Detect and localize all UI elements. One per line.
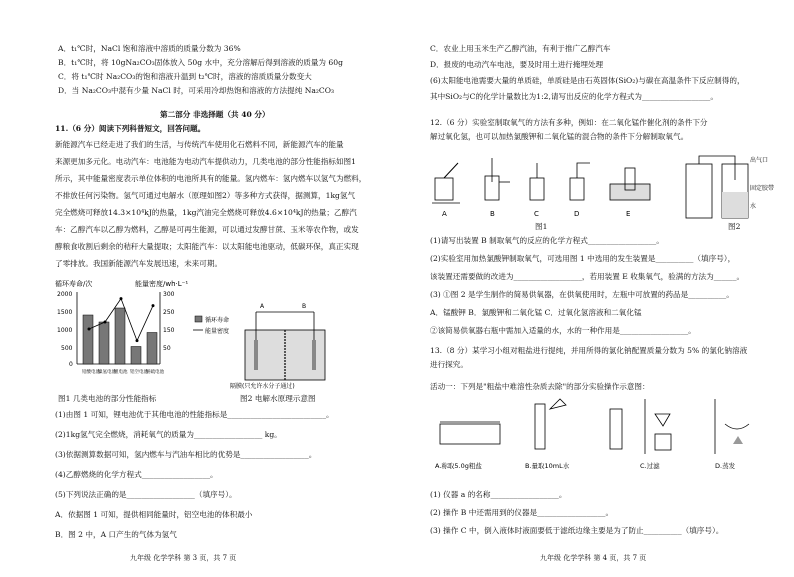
svg-text:150: 150 [163,327,175,334]
label-tape: 固定胶带 [750,185,775,192]
passage-line: 新能源汽车已经走进了我们的生活，与传统汽车使用化石燃料不同，新能源汽车的能量 [55,140,344,149]
q12-part-line: 该装置还需要做的改进为__________________，若用装置 E 收集氧气，验满的方法为______。 [430,272,745,281]
q13-line: 进行探究。 [430,360,468,369]
svg-text:1500: 1500 [57,309,73,316]
fig2-caption: 图2 电解水原理示意图 [240,394,316,403]
q12-part-line: ②该简易供氧器右瓶中需加入适量的水，水的一种作用是__________________。 [430,326,696,335]
svg-text:1000: 1000 [57,327,73,334]
q12-part-line: (3) ①图 2 是学生制作的简易供氧器，在供氧使用时，左瓶中可放置的药品是__________。 [430,290,734,299]
svg-text:A: A [260,303,265,310]
oxygen-supply-figure [678,150,788,225]
svg-text:2000: 2000 [57,291,73,298]
category-label: 铅酸电池 [82,370,100,375]
apparatus-figure [430,148,660,220]
apparatus-label: C [534,210,539,218]
energy-point [152,304,155,307]
option-line: A．t₁℃时，NaCl 饱和溶液中溶质的质量分数为 36% [58,44,241,53]
right-page [410,0,794,577]
option-line: B．t₁℃时，将 10gNa₂CO₃固体放入 50g 水中，充分溶解后得到溶液的质量为 60g [58,58,343,67]
legend-energy-density: 能量密度 [205,328,230,335]
footer-left: 九年级 化学学科 第 3 页，共 7 页 [130,554,237,562]
category-label: 锂电池 [114,370,128,375]
right-top-line: 其中SiO₂与C的化学计量数比为1:2,请写出反应的化学方程式为__________________。 [430,92,718,101]
footer-right: 九年级 化学学科 第 4 页，共 7 页 [540,554,647,562]
q12-line: 解过氧化氢，也可以加热氯酸钾和二氧化锰的混合物的条件下分解制取氧气。 [430,132,689,141]
apparatus-label: B [490,210,495,218]
right-top-line: C．农业上用玉米生产乙醇汽油，有利于推广乙醇汽车 [430,44,611,53]
apparatus-label: A [442,210,447,218]
label-water: 水 [750,203,757,210]
passage-line: 酵粮食收割后剩余的秸秆大量提取；太阳能汽车：以太阳能电池驱动，低碳环保，真正实现 [55,242,359,251]
legend-cycle-life: 循环寿命 [205,317,230,324]
apparatus-label: D [574,210,580,218]
q12-part-line: A．锰酸钾 B．氯酸钾和二氧化锰 C．过氧化氢溶液和二氧化锰 [430,308,642,317]
bar-cycle-life [131,347,141,365]
passage-line: 车：乙醇汽车以乙醇为燃料，乙醇是可再生能源，可以通过发酵甘蔗、玉米等农作物，或发 [55,225,359,234]
q12-part-line: (1)请写出装置 B 制取氧气的反应的化学方程式__________________。 [430,236,664,245]
right-top-line: D．报废的电动汽车电池，要及时用土进行掩埋处理 [430,60,604,69]
option-line: C．将 t₁℃时 Na₂CO₃的饱和溶液升温到 t₂℃时，溶液的溶质质量分数变大 [58,72,312,81]
fig1-caption: 图1 几类电池的部分性能指标 [58,394,157,403]
q13-activity: 活动一：下列是"粗盐中难溶性杂质去除"的部分实验操作示意图： [430,382,650,391]
section-title: 第二部分 非选择题（共 40 分） [160,110,270,119]
question-line: A．依据图 1 可知，提供相同能量时，铝空电池的体积最小 [55,510,253,519]
svg-text:500: 500 [61,345,73,352]
fig1-left-axis-title: 循环寿命/次 [55,280,93,288]
bar-cycle-life [115,308,125,364]
question-line: (2)1kg氢气完全燃烧，消耗氧气的质量为__________________ kg。 [55,430,282,439]
q13-line: 13.（8 分）某学习小组对粗盐进行提纯，并用所得的氯化钠配置质量分数为 5% 的氯化钠溶液 [430,346,748,355]
category-label: 镍氢电池 [98,370,116,375]
passage-line: 所示，其中能量密度表示单位体积的电池所具有的能量。氢内燃车：氢内燃车以氢气为燃料， [55,174,367,183]
lab-op-label: D.蒸发 [715,462,736,470]
lab-operations-figure [430,394,780,474]
svg-text:0: 0 [69,361,73,368]
oxygen-fig2-caption: 图2 [728,222,741,231]
q13-part-line: (3) 操作 C 中，倒入液体时液面要低于滤纸边缘主要是为了防止__________（填序号）。 [430,526,724,535]
q12-line: 12.（6 分）实验室制取氧气的方法有多种，例如：在二氧化锰作催化剂的条件下分 [430,118,708,127]
question-line: B．图 2 中，A 口产生的气体为氢气 [55,530,177,539]
lab-op-label: A.称取5.0g粗盐 [435,462,482,470]
svg-text:300: 300 [163,291,175,298]
q13-part-line: (1) 仪器 a 的名称__________________。 [430,490,567,499]
right-top-line: (6)太阳能电池需要大量的单质硅，单质硅是由石英固体(SiO₂)与碳在高温条件下反应制得的， [430,76,745,85]
passage-line: 完全燃烧可释放14.3×10⁴kJ的热量，1kg汽油完全燃烧可释放4.6×10⁴kJ的热量；乙醇汽 [55,208,357,217]
q13-part-line: (2) 操作 B 中还需用到的仪器是__________________。 [430,508,614,517]
q11-header: 11.（6 分）阅读下列科普短文，回答问题。 [55,124,206,133]
category-label: 铝空电池 [130,370,148,375]
question-line: (4)乙醇燃烧的化学方程式__________________。 [55,470,218,479]
apparatus-label: E [626,210,631,218]
bar-cycle-life [83,315,93,364]
fig1-right-axis-title: 能量密度/wh·L⁻¹ [135,280,189,288]
question-line: (5)下列说法正确的是__________________（填序号）。 [55,490,237,499]
label-outlet: 出气口 [750,157,769,164]
category-label: 钠硫电池 [146,370,164,375]
bar-cycle-life [147,333,157,365]
q12-part-line: (2)实验室用加热氯酸钾制取氧气，可选用图 1 中选用的发生装置是__________（填序号）， [430,254,736,263]
fig2-electrolysis-diagram [230,300,340,390]
svg-text:B: B [302,303,307,310]
svg-text:50: 50 [163,345,171,352]
passage-line: 不排放任何污染物。氢气可通过电解水（原理如图2）等多种方式获得，据测算，1kg氢气 [55,191,356,200]
passage-line: 来源更加多元化。电动汽车：电池能为电动汽车提供动力，几类电池的部分性能指标如图1 [55,157,356,166]
fig2-note: 隔膜(只允许水分子通过) [230,383,295,390]
question-line: (1)由图 1 可知，锂电池优于其他电池的性能指标是__________________________。 [55,410,334,419]
lab-op-label: C.过滤 [640,462,660,470]
question-line: (3)依据测算数据可知，氢内燃车与汽油车相比的优势是__________________。 [55,450,317,459]
lab-op-label: B.量取10mL水 [525,462,570,470]
bar-cycle-life [99,322,109,364]
option-line: D．当 Na₂CO₃中混有少量 NaCl 时，可采用冷却热饱和溶液的方法提纯 Na₂CO₃ [58,86,334,95]
svg-text:250: 250 [163,309,175,316]
passage-line: 了零排放。我国新能源汽车发展迅速，未来可期。 [55,259,223,268]
apparatus-fig1-caption: 图1 [535,222,548,231]
